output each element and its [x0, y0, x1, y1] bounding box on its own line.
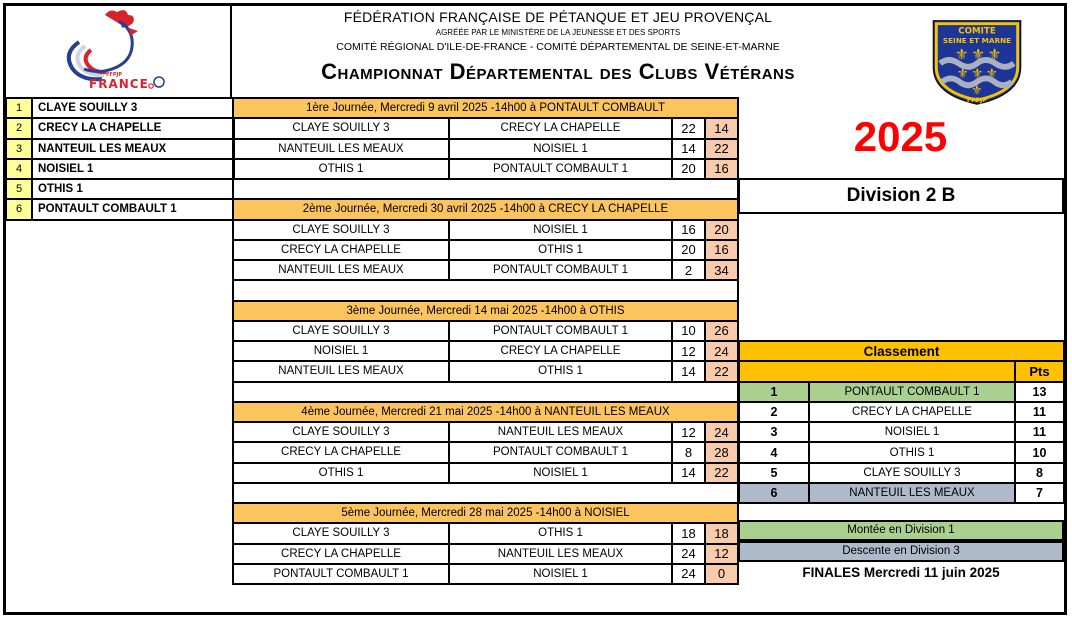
rank-cell: 1: [739, 382, 809, 402]
ffpjp-rooster-icon: [6, 6, 232, 96]
team-list-table: [5, 97, 235, 221]
home-score-cell: 2: [672, 260, 705, 280]
away-team-cell: PONTAULT COMBAULT 1: [449, 260, 672, 280]
home-team-cell: OTHIS 1: [233, 159, 449, 179]
home-score-cell: 24: [672, 564, 705, 584]
away-team-cell: NOISIEL 1: [449, 220, 672, 240]
svg-text:⚜: ⚜: [987, 45, 1002, 64]
match-row: [233, 341, 738, 361]
journee-title-cell: 1ère Journée, Mercredi 9 avril 2025 -14h00 à PONTAULT COMBAULT: [233, 98, 738, 118]
away-team-cell: OTHIS 1: [449, 361, 672, 381]
relegation-bar: Descente en Division 3: [738, 541, 1064, 562]
match-row: [233, 544, 738, 564]
home-score-cell: 8: [672, 442, 705, 462]
away-score-cell: 22: [705, 361, 738, 381]
home-score-cell: 20: [672, 240, 705, 260]
promotion-bar: Montée en Division 1: [738, 520, 1064, 541]
away-score-cell: 22: [705, 139, 738, 159]
away-team-cell: PONTAULT COMBAULT 1: [449, 159, 672, 179]
away-team-cell: OTHIS 1: [449, 240, 672, 260]
team-list-row: [6, 199, 234, 219]
team-name-cell: CRECY LA CHAPELLE: [32, 118, 234, 138]
classement-row: [739, 382, 1064, 402]
away-score-cell: 28: [705, 442, 738, 462]
home-score-cell: 18: [672, 523, 705, 543]
away-team-cell: NOISIEL 1: [449, 463, 672, 483]
home-team-cell: CLAYE SOUILLY 3: [233, 321, 449, 341]
classement-table: [738, 340, 1065, 504]
svg-text:⚜: ⚜: [956, 65, 969, 82]
journee-title-cell: 4ème Journée, Mercredi 21 mai 2025 -14h00 à NANTEUIL LES MEAUX: [233, 402, 738, 422]
points-cell: 13: [1015, 382, 1064, 402]
journees-table: [232, 97, 739, 585]
away-score-cell: 34: [705, 260, 738, 280]
home-score-cell: 14: [672, 139, 705, 159]
finales-note: FINALES Mercredi 11 juin 2025: [802, 565, 1000, 580]
classement-row: [739, 422, 1064, 442]
journee-header-row: [233, 503, 738, 523]
away-score-cell: 16: [705, 240, 738, 260]
away-team-cell: PONTAULT COMBAULT 1: [449, 442, 672, 462]
spacer-cell: [233, 483, 738, 503]
spacer-cell: [233, 382, 738, 402]
classement-team-cell: NOISIEL 1: [809, 422, 1015, 442]
home-score-cell: 20: [672, 159, 705, 179]
away-team-cell: NANTEUIL LES MEAUX: [449, 544, 672, 564]
classement-title-row: [739, 341, 1064, 361]
classement-team-cell: OTHIS 1: [809, 442, 1015, 462]
svg-text:⚜: ⚜: [985, 65, 998, 82]
away-team-cell: NANTEUIL LES MEAUX: [449, 422, 672, 442]
classement-title-cell: Classement: [739, 341, 1064, 361]
spacer-row: [233, 483, 738, 503]
team-name-cell: NOISIEL 1: [32, 159, 234, 179]
team-name-cell: CLAYE SOUILLY 3: [32, 98, 234, 118]
points-cell: 7: [1015, 483, 1064, 503]
ffpjp-france-text: FRANCE: [89, 77, 149, 91]
season-year: 2025: [853, 113, 948, 160]
match-row: [233, 260, 738, 280]
classement-row: [739, 442, 1064, 462]
classement-team-cell: PONTAULT COMBAULT 1: [809, 382, 1015, 402]
away-score-cell: 0: [705, 564, 738, 584]
home-team-cell: NANTEUIL LES MEAUX: [233, 361, 449, 381]
team-number-cell: 6: [6, 199, 32, 219]
ffpjp-france-logo-cell: [6, 6, 232, 97]
points-cell: 10: [1015, 442, 1064, 462]
match-row: [233, 422, 738, 442]
badge-line2: SEINE ET MARNE: [942, 36, 1012, 46]
page-title: Championnat Départemental des Clubs Vétérans: [321, 59, 795, 84]
home-team-cell: CRECY LA CHAPELLE: [233, 544, 449, 564]
team-list-row: [6, 179, 234, 199]
match-row: [233, 523, 738, 543]
classement-team-cell: CLAYE SOUILLY 3: [809, 463, 1015, 483]
home-score-cell: 14: [672, 463, 705, 483]
home-score-cell: 10: [672, 321, 705, 341]
journee-title-cell: 2ème Journée, Mercredi 30 avril 2025 -14h00 à CRECY LA CHAPELLE: [233, 199, 738, 219]
team-number-cell: 4: [6, 159, 32, 179]
team-list-row: [6, 159, 234, 179]
away-score-cell: 14: [705, 118, 738, 138]
classement-row: [739, 402, 1064, 422]
away-team-cell: CRECY LA CHAPELLE: [449, 341, 672, 361]
match-row: [233, 321, 738, 341]
away-score-cell: 24: [705, 341, 738, 361]
badge-line1: COMITE: [958, 26, 996, 37]
away-team-cell: NOISIEL 1: [449, 564, 672, 584]
home-team-cell: NANTEUIL LES MEAUX: [233, 139, 449, 159]
team-list-row: [6, 118, 234, 138]
away-score-cell: 12: [705, 544, 738, 564]
division-label: Division 2 B: [738, 178, 1064, 214]
match-row: [233, 240, 738, 260]
points-header-cell: Pts: [1015, 361, 1064, 381]
team-name-cell: PONTAULT COMBAULT 1: [32, 199, 234, 219]
badge-line3: FFPJP: [966, 97, 988, 105]
classement-subheader-cell: [739, 361, 1015, 381]
fleur-de-lis-icon: ⚜: [954, 45, 969, 64]
team-number-cell: 5: [6, 179, 32, 199]
rank-cell: 4: [739, 442, 809, 462]
team-number-cell: 2: [6, 118, 32, 138]
points-cell: 8: [1015, 463, 1064, 483]
away-score-cell: 24: [705, 422, 738, 442]
ffpjp-small-text: FFPJP: [106, 72, 123, 78]
classement-row: [739, 463, 1064, 483]
home-score-cell: 22: [672, 118, 705, 138]
home-team-cell: CRECY LA CHAPELLE: [233, 442, 449, 462]
away-score-cell: 20: [705, 220, 738, 240]
classement-team-cell: NANTEUIL LES MEAUX: [809, 483, 1015, 503]
home-team-cell: CLAYE SOUILLY 3: [233, 118, 449, 138]
sheet-header: [233, 9, 883, 85]
journee-header-row: [233, 98, 738, 118]
team-number-cell: 3: [6, 139, 32, 159]
svg-text:⚜: ⚜: [971, 65, 984, 82]
journee-header-row: [233, 199, 738, 219]
match-row: [233, 139, 738, 159]
comite-line: COMITÉ RÉGIONAL D'ILE-DE-FRANCE - COMITÉ DÉPARTEMENTAL DE SEINE-ET-MARNE: [336, 41, 780, 53]
journee-title-cell: 3ème Journée, Mercredi 14 mai 2025 -14h00 à OTHIS: [233, 301, 738, 321]
journee-header-row: [233, 402, 738, 422]
home-team-cell: CLAYE SOUILLY 3: [233, 523, 449, 543]
spacer-row: [233, 179, 738, 199]
home-score-cell: 14: [672, 361, 705, 381]
home-team-cell: CRECY LA CHAPELLE: [233, 240, 449, 260]
spacer-row: [233, 382, 738, 402]
away-score-cell: 26: [705, 321, 738, 341]
home-team-cell: OTHIS 1: [233, 463, 449, 483]
svg-text:⚜: ⚜: [971, 82, 983, 98]
home-score-cell: 12: [672, 341, 705, 361]
match-row: [233, 361, 738, 381]
classement-row: [739, 483, 1064, 503]
match-row: [233, 564, 738, 584]
home-team-cell: CLAYE SOUILLY 3: [233, 220, 449, 240]
away-team-cell: NOISIEL 1: [449, 139, 672, 159]
team-name-cell: NANTEUIL LES MEAUX: [32, 139, 234, 159]
home-score-cell: 16: [672, 220, 705, 240]
team-list-row: [6, 139, 234, 159]
rank-cell: 3: [739, 422, 809, 442]
team-name-cell: OTHIS 1: [32, 179, 234, 199]
away-score-cell: 18: [705, 523, 738, 543]
team-number-cell: 1: [6, 98, 32, 118]
federation-title: FÉDÉRATION FRANÇAISE DE PÉTANQUE ET JEU PROVENÇAL: [343, 9, 773, 25]
team-list-row: [6, 98, 234, 118]
match-row: [233, 220, 738, 240]
home-score-cell: 12: [672, 422, 705, 442]
points-cell: 11: [1015, 402, 1064, 422]
home-team-cell: NANTEUIL LES MEAUX: [233, 260, 449, 280]
rank-cell: 5: [739, 463, 809, 483]
spacer-cell: [233, 179, 738, 199]
home-team-cell: CLAYE SOUILLY 3: [233, 422, 449, 442]
match-row: [233, 159, 738, 179]
away-score-cell: 16: [705, 159, 738, 179]
spacer-cell: [233, 280, 738, 300]
comite-seine-et-marne-badge: [928, 15, 1026, 107]
home-team-cell: NOISIEL 1: [233, 341, 449, 361]
rank-cell: 2: [739, 402, 809, 422]
home-team-cell: PONTAULT COMBAULT 1: [233, 564, 449, 584]
federation-subtitle: AGRÉÉE PAR LE MINISTÈRE DE LA JEUNESSE ET DES SPORTS: [435, 28, 681, 37]
match-row: [233, 463, 738, 483]
classement-subheader-row: [739, 361, 1064, 381]
home-score-cell: 24: [672, 544, 705, 564]
away-score-cell: 22: [705, 463, 738, 483]
away-team-cell: PONTAULT COMBAULT 1: [449, 321, 672, 341]
rank-cell: 6: [739, 483, 809, 503]
svg-text:⚜: ⚜: [971, 45, 986, 64]
away-team-cell: CRECY LA CHAPELLE: [449, 118, 672, 138]
journee-title-cell: 5ème Journée, Mercredi 28 mai 2025 -14h00 à NOISIEL: [233, 503, 738, 523]
match-row: [233, 118, 738, 138]
points-cell: 11: [1015, 422, 1064, 442]
match-row: [233, 442, 738, 462]
away-team-cell: OTHIS 1: [449, 523, 672, 543]
spacer-row: [233, 280, 738, 300]
journee-header-row: [233, 301, 738, 321]
classement-team-cell: CRECY LA CHAPELLE: [809, 402, 1015, 422]
